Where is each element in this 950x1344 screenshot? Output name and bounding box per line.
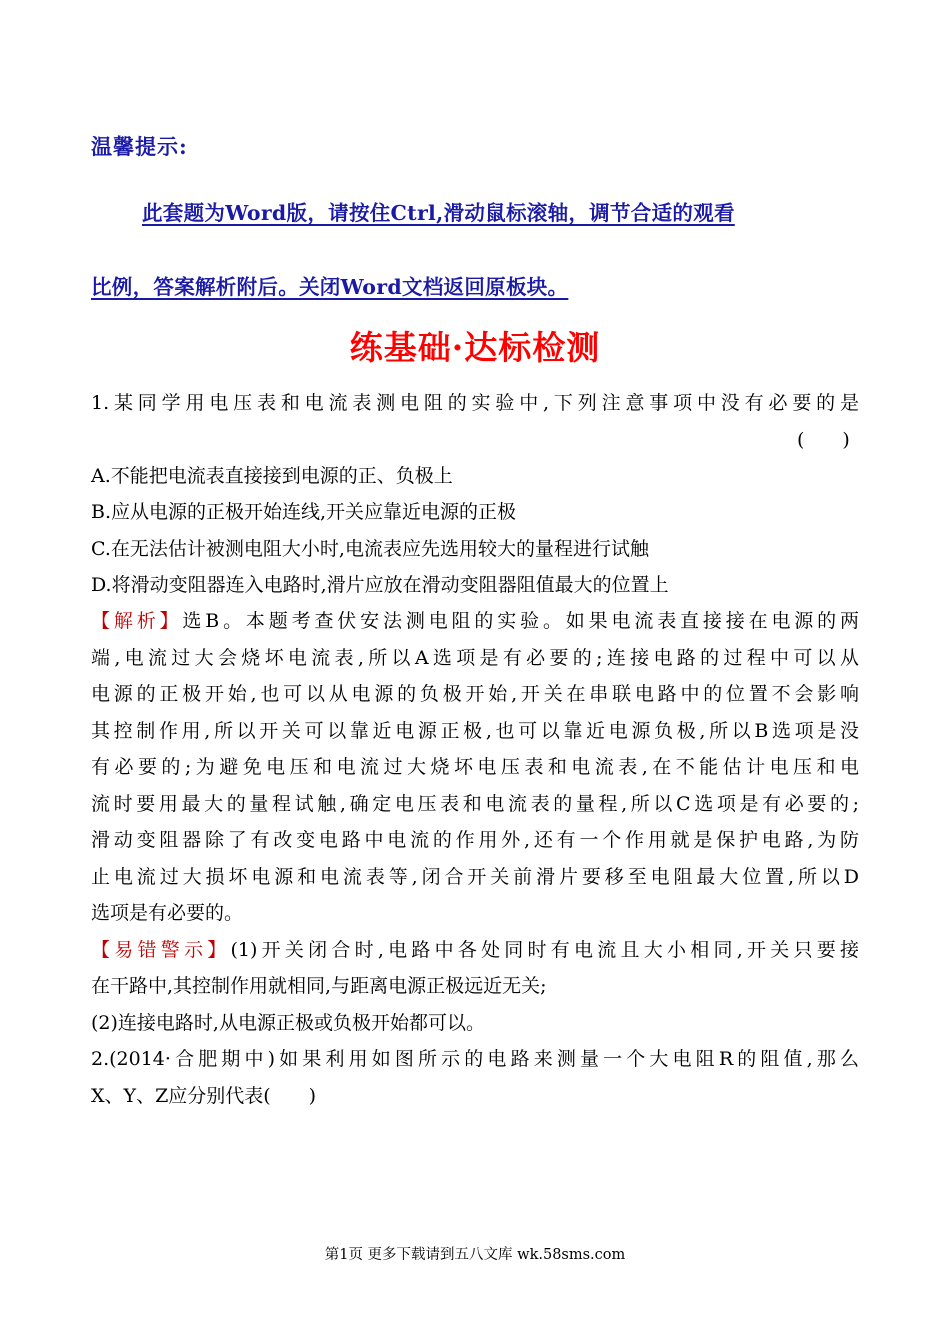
analysis-label: 【解析】 — [91, 610, 183, 632]
q2-stem-line-2: X、Y、Z应分别代表( ) — [91, 1085, 317, 1107]
analysis-line: 有必要的;为避免电压和电流过大烧坏电压表和电流表,在不能估计电压和电 — [91, 756, 859, 778]
page-footer: 第1页 更多下载请到五八文库 wk.58sms.com — [324, 1247, 626, 1263]
section-heading: 练基础·达标检测 — [349, 328, 601, 367]
analysis-line: 电源的正极开始,也可以从电源的负极开始,开关在串联电路中的位置不会影响 — [91, 683, 859, 705]
warning-line: 在干路中,其控制作用就相同,与距离电源正极远近无关; — [91, 975, 547, 997]
analysis-line: 其控制作用,所以开关可以靠近电源正极,也可以靠近电源负极,所以B选项是没 — [91, 720, 859, 742]
tip-line-2[interactable]: 比例，答案解析附后。关闭Word文档返回原板块。 — [91, 275, 569, 299]
tip-title: 温馨提示: — [91, 134, 188, 159]
q2-stem-line-1: 2.(2014·合肥期中)如果利用如图所示的电路来测量一个大电阻R的阻值,那么 — [91, 1048, 859, 1070]
warning-line: (2)连接电路时,从电源正极或负极开始都可以。 — [91, 1012, 485, 1034]
analysis-line: 【解析】选B。本题考查伏安法测电阻的实验。如果电流表直接接在电源的两 — [91, 610, 859, 632]
q1-option-d: D.将滑动变阻器连入电路时,滑片应放在滑动变阻器阻值最大的位置上 — [91, 574, 669, 596]
q1-option-a: A.不能把电流表直接接到电源的正、负极上 — [91, 465, 453, 487]
analysis-line: 滑动变阻器除了有改变电路中电流的作用外,还有一个作用就是保护电路,为防 — [91, 829, 859, 851]
analysis-line: 选项是有必要的。 — [91, 902, 244, 924]
analysis-line: 端,电流过大会烧坏电流表,所以A选项是有必要的;连接电路的过程中可以从 — [91, 647, 859, 669]
analysis-line: 止电流过大损坏电源和电流表等,闭合开关前滑片要移至电阻最大位置,所以D — [91, 866, 859, 888]
analysis-line: 流时要用最大的量程试触,确定电压表和电流表的量程,所以C选项是有必要的; — [91, 793, 859, 815]
q1-stem: 1.某同学用电压表和电流表测电阻的实验中,下列注意事项中没有必要的是 — [91, 392, 859, 414]
q1-option-b: B.应从电源的正极开始连线,开关应靠近电源的正极 — [91, 501, 517, 523]
tip-line-1[interactable]: 此套题为Word版，请按住Ctrl,滑动鼠标滚轴，调节合适的观看 — [142, 201, 735, 225]
warning-line: 【易错警示】(1)开关闭合时,电路中各处同时有电流且大小相同,开关只要接 — [91, 939, 859, 961]
warning-label: 【易错警示】 — [91, 939, 231, 961]
q1-option-c: C.在无法估计被测电阻大小时,电流表应先选用较大的量程进行试触 — [91, 538, 649, 560]
q1-answer-paren: ( ) — [797, 429, 850, 451]
